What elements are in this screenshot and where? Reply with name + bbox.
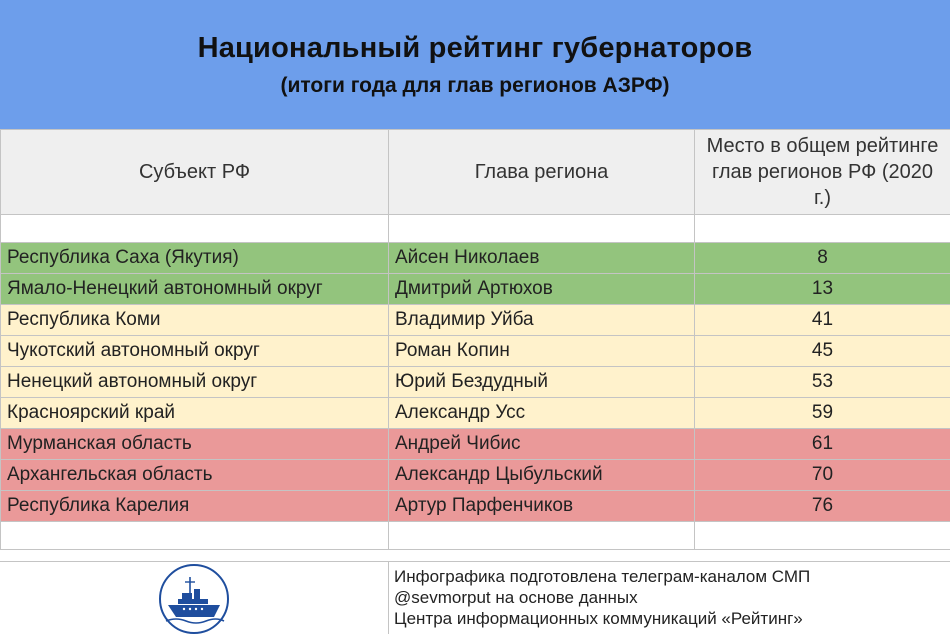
- region-cell: Архангельская область: [1, 460, 389, 491]
- spacer-cell: [1, 215, 389, 243]
- credits-line: Инфографика подготовлена телеграм-каналом СМП: [394, 566, 810, 587]
- region-cell: Республика Карелия: [1, 491, 389, 522]
- icebreaker-ship-logo-icon: [158, 563, 230, 635]
- rating-table: [0, 129, 950, 550]
- governor-cell: Владимир Уйба: [389, 305, 695, 336]
- governor-cell: Андрей Чибис: [389, 429, 695, 460]
- spacer-cell: [695, 215, 950, 243]
- table-header-row: [1, 130, 950, 215]
- governor-cell: Юрий Бездудный: [389, 367, 695, 398]
- rank-cell: 13: [695, 274, 950, 305]
- table-row: [1, 305, 950, 336]
- spacer-cell: [695, 522, 950, 550]
- region-cell: Красноярский край: [1, 398, 389, 429]
- region-cell: Чукотский автономный округ: [1, 336, 389, 367]
- rank-cell: 61: [695, 429, 950, 460]
- table-row: [1, 460, 950, 491]
- table-row: [1, 398, 950, 429]
- rank-cell: 70: [695, 460, 950, 491]
- governor-cell: Александр Цыбульский: [389, 460, 695, 491]
- rank-cell: 41: [695, 305, 950, 336]
- table-row: [1, 367, 950, 398]
- column-header-rank: Место в общем рейтинге глав регионов РФ (2020 г.): [695, 130, 950, 215]
- spacer-cell: [389, 522, 695, 550]
- table-row: [1, 274, 950, 305]
- governor-cell: Артур Парфенчиков: [389, 491, 695, 522]
- region-cell: Республика Саха (Якутия): [1, 243, 389, 274]
- credits-line: @sevmorput на основе данных: [394, 587, 810, 608]
- governor-cell: Александр Усс: [389, 398, 695, 429]
- region-cell: Ямало-Ненецкий автономный округ: [1, 274, 389, 305]
- rank-cell: 8: [695, 243, 950, 274]
- table-row: [1, 243, 950, 274]
- table-row: [1, 429, 950, 460]
- footer-credits: [394, 566, 810, 629]
- governor-cell: Роман Копин: [389, 336, 695, 367]
- region-cell: Мурманская область: [1, 429, 389, 460]
- rank-cell: 53: [695, 367, 950, 398]
- table-spacer-row: [1, 522, 950, 550]
- spacer-cell: [389, 215, 695, 243]
- region-cell: Ненецкий автономный округ: [1, 367, 389, 398]
- rank-cell: 59: [695, 398, 950, 429]
- table-row: [1, 491, 950, 522]
- table-spacer-row: [1, 215, 950, 243]
- column-header-region: Субъект РФ: [1, 130, 389, 215]
- header-banner: [0, 0, 950, 129]
- spacer-cell: [1, 522, 389, 550]
- table-row: [1, 336, 950, 367]
- rank-cell: 76: [695, 491, 950, 522]
- region-cell: Республика Коми: [1, 305, 389, 336]
- footer-divider: [388, 562, 389, 634]
- governor-cell: Айсен Николаев: [389, 243, 695, 274]
- governor-cell: Дмитрий Артюхов: [389, 274, 695, 305]
- rank-cell: 45: [695, 336, 950, 367]
- column-header-governor: Глава региона: [389, 130, 695, 215]
- page-subtitle: (итоги года для глав регионов АЗРФ): [0, 74, 950, 98]
- footer: [0, 561, 950, 634]
- credits-line: Центра информационных коммуникаций «Рейтинг»: [394, 608, 810, 629]
- page-title: Национальный рейтинг губернаторов: [0, 32, 950, 65]
